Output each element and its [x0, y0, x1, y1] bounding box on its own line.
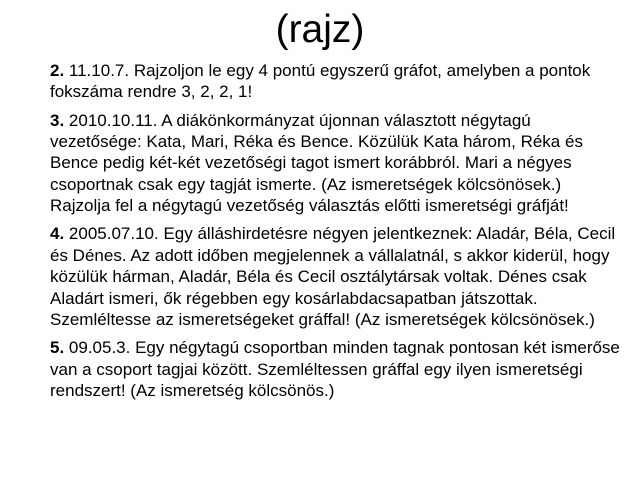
- exercise-item: [50, 337, 622, 401]
- exercise-text: 09.05.3. Egy négytagú csoportban minden tagnak pontosan két ismerőse van a csoport tagjai között. Szemléltessen gráffal egy ilyen ismeretségi rendszert! (Az ismeretség kölcsönös.): [50, 338, 620, 401]
- exercise-item: [50, 223, 622, 330]
- exercise-number: 5.: [50, 338, 65, 358]
- exercise-item: [50, 110, 622, 217]
- exercise-number: 3.: [50, 110, 65, 130]
- exercise-text: 2005.07.10. Egy álláshirdetésre négyen jelentkeznek: Aladár, Béla, Cecil és Dénes. Az adott időben megjelennek a vállalatnál, s akkor kiderül, hogy közülük hárman, Aladár, Béla és Cecil osztálytársak voltak. Dénes csak Aladárt ismeri, ők régebben egy kosárlabdacsapatban játszottak. Szemléltesse az ismeretségeket gráffal! (Az ismeretségek kölcsönösek.): [50, 224, 616, 330]
- exercise-item: [50, 60, 622, 103]
- exercise-number: 2.: [50, 61, 65, 80]
- exercise-text: 11.10.7. Rajzoljon le egy 4 pontú egyszerű gráfot, amelyben a pontok fokszáma rendre 3, 2, 2, 1!: [50, 61, 591, 102]
- exercise-list: [50, 60, 622, 408]
- exercise-text: 2010.10.11. A diákönkormányzat újonnan választott négytagú vezetősége: Kata, Mari, Réka és Bence. Közülük Kata három, Réka és Bence pedig két-két vezetőségi tagot ismert korábbról. Mari a négyes csoportnak csak egy tagját ismerte. (Az ismeretségek kölcsönösek.) Rajzolja fel a négytagú vezetőség választás előtti ismeretségi gráfját!: [50, 110, 583, 216]
- slide-title: (rajz): [275, 8, 365, 51]
- exercise-number: 4.: [50, 224, 65, 244]
